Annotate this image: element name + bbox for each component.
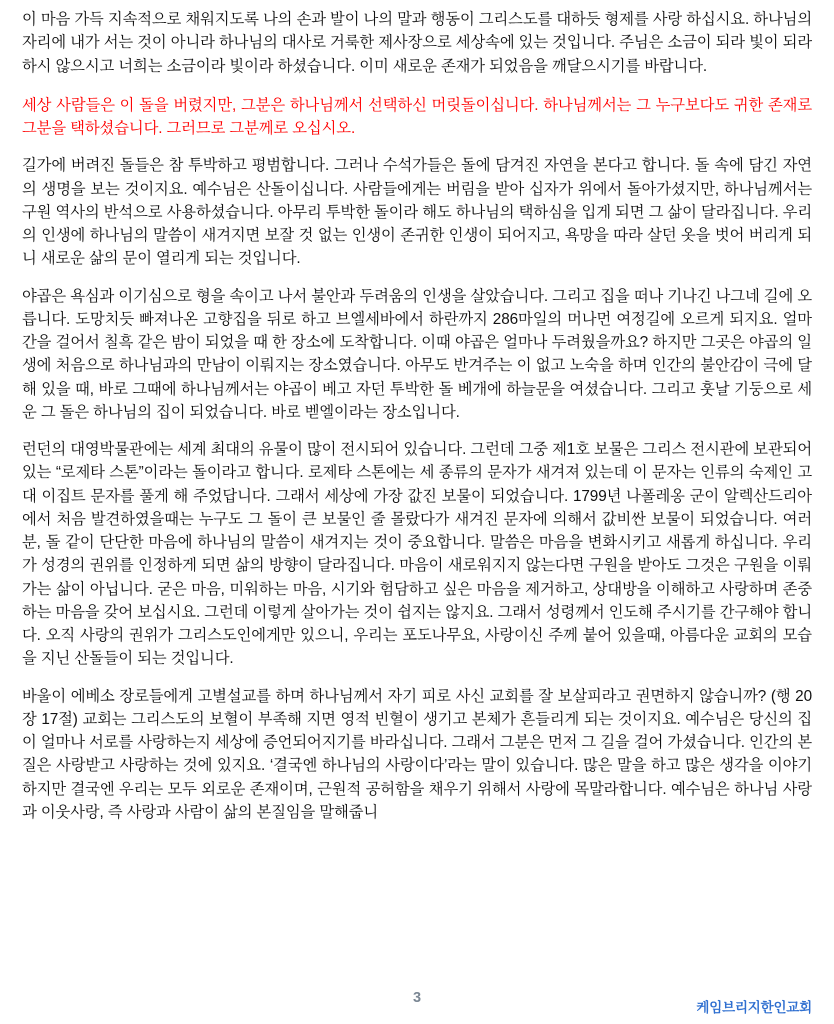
body-paragraph: 길가에 버려진 돌들은 참 투박하고 평범합니다. 그러나 수석가들은 돌에 담겨진 자연을 본다고 합니다. 돌 속에 담긴 자연의 생명을 보는 것이지요. 예수님은 산돌이십니다. 사람들에게는 버림을 받아 십자가 위에서 돌아가셨지만, 하나님께서는 구원 역사의 반석으로 사용하셨습니다. 아무리 투박한 돌이라 해도 하나님의 택하심을 입게 되면 그 삶이 달라집니다. 우리의 인생에 하나님의 말씀이 새겨지면 보잘 것 없는 인생이 존귀한 인생이 되어지고, 욕망을 따라 살던 옷을 벗어 버리게 되니 새로운 삶의 문이 열리게 되는 것입니다. [22,157,812,268]
body-paragraph: 이 마음 가득 지속적으로 채워지도록 나의 손과 발이 나의 말과 행동이 그리스도를 대하듯 형제를 사랑 하십시요. 하나님의 자리에 내가 서는 것이 아니라 하나님의 대사로 거룩한 제사장으로 세상속에 있는 것입니다. 주님은 소금이 되라 빛이 되라 하시 않으시고 너희는 소금이라 빛이라 하셨습니다. 이미 새로운 존재가 되었음을 깨달으시기를 바랍니다. [22,11,812,75]
page-footer [22,990,812,1016]
body-paragraph: 야곱은 욕심과 이기심으로 형을 속이고 나서 불안과 두려움의 인생을 살았습니다. 그리고 집을 떠나 기나긴 나그네 길에 오릅니다. 도망치듯 빠져나온 고향집을 뒤로 하고 브엘세바에서 하란까지 286마일의 머나먼 여정길에 오르게 되지요. 얼마간을 걸어서 칠흑 같은 밤이 되었을 때 한 장소에 도착합니다. 이때 야곱은 얼마나 두려웠을까요? 하지만 그곳은 야곱의 일생에 처음으로 하나님과의 만남이 이뤄지는 장소였습니다. 아무도 반겨주는 이 없고 노숙을 하며 인간의 불안감이 극에 달해 있을 때, 바로 그때에 하나님께서는 야곱이 베고 자던 투박한 돌 베개에 하늘문을 여셨습니다. 그리고 훗날 기둥으로 세운 그 돌은 하나님의 집이 되었습니다. 바로 벧엘이라는 장소입니다. [22,287,812,421]
church-name-footer: 케임브리지한인교회 [696,1000,812,1015]
page-number: 3 [412,990,422,1006]
highlighted-scripture-paragraph: 세상 사람들은 이 돌을 버렸지만, 그분은 하나님께서 선택하신 머릿돌이십니다. 하나님께서는 그 누구보다도 귀한 존재로 그분을 택하셨습니다. 그러므로 그분께로 오십시오. [22,96,812,137]
body-paragraph: 런던의 대영박물관에는 세계 최대의 유물이 많이 전시되어 있습니다. 그런데 그중 제1호 보물은 그리스 전시관에 보관되어 있는 “로제타 스톤”이라는 돌이라고 합니다. 로제타 스톤에는 세 종류의 문자가 새겨져 있는데 이 문자는 인류의 숙제인 고대 이집트 문자를 풀게 해 주었답니다. 그래서 세상에 가장 값진 보물이 되었습니다. 1799년 나폴레옹 군이 알렉산드리아에서 처음 발견하였을때는 누구도 그 돌이 큰 보물인 줄 몰랐다가 새겨진 문자에 의해서 값비싼 보물이 되었습니다. 여러분, 돌 같이 단단한 마음에 하나님의 말씀이 새겨지는 것이 중요합니다. 말씀은 마음을 변화시키고 새롭게 하십니다. 우리가 성경의 권위를 인정하게 되면 삶의 방향이 달라집니다. 마음이 새로워지지 않는다면 구원을 받아도 그것은 구원을 이뤄가는 삶이 아닙니다. 굳은 마음, 미워하는 마음, 시기와 험담하고 싶은 마음을 제거하고, 상대방을 이해하고 사랑하며 존중하는 마음을 갖어 보십시요. 그런데 이렇게 살아가는 것이 쉽지는 않지요. 그래서 성령께서 인도해 주시기를 간구해야 합니다. 오직 사랑의 권위가 그리스도인에게만 있으니, 우리는 포도나무요, 사랑이신 주께 붙어 있을때, 아름다운 교회의 모습을 지닌 산돌들이 되는 것입니다. [22,441,812,668]
body-paragraph: 바울이 에베소 장로들에게 고별설교를 하며 하나님께서 자기 피로 사신 교회를 잘 보살피라고 권면하지 않습니까? (행 20장 17절) 교회는 그리스도의 보혈이 부족해 지면 영적 빈혈이 생기고 본체가 흔들리게 되는 것이지요. 예수님은 당신의 집이 얼마나 서로를 사랑하는지 세상에 증언되어지기를 바라십니다. 그래서 그분은 먼저 그 길을 걸어 가셨습니다. 인간의 본질은 사랑받고 사랑하는 것에 있지요. ‘결국엔 하나님의 사랑이다’라는 말이 있습니다. 많은 말을 하고 많은 생각을 이야기하지만 결국엔 우리는 모두 외로운 존재이며, 근원적 공허함을 채우기 위해서 사랑에 목말라합니다. 예수님은 하나님 사랑과 이웃사랑, 즉 사랑과 사람이 삶의 본질임을 말해줍니 [22,687,812,821]
